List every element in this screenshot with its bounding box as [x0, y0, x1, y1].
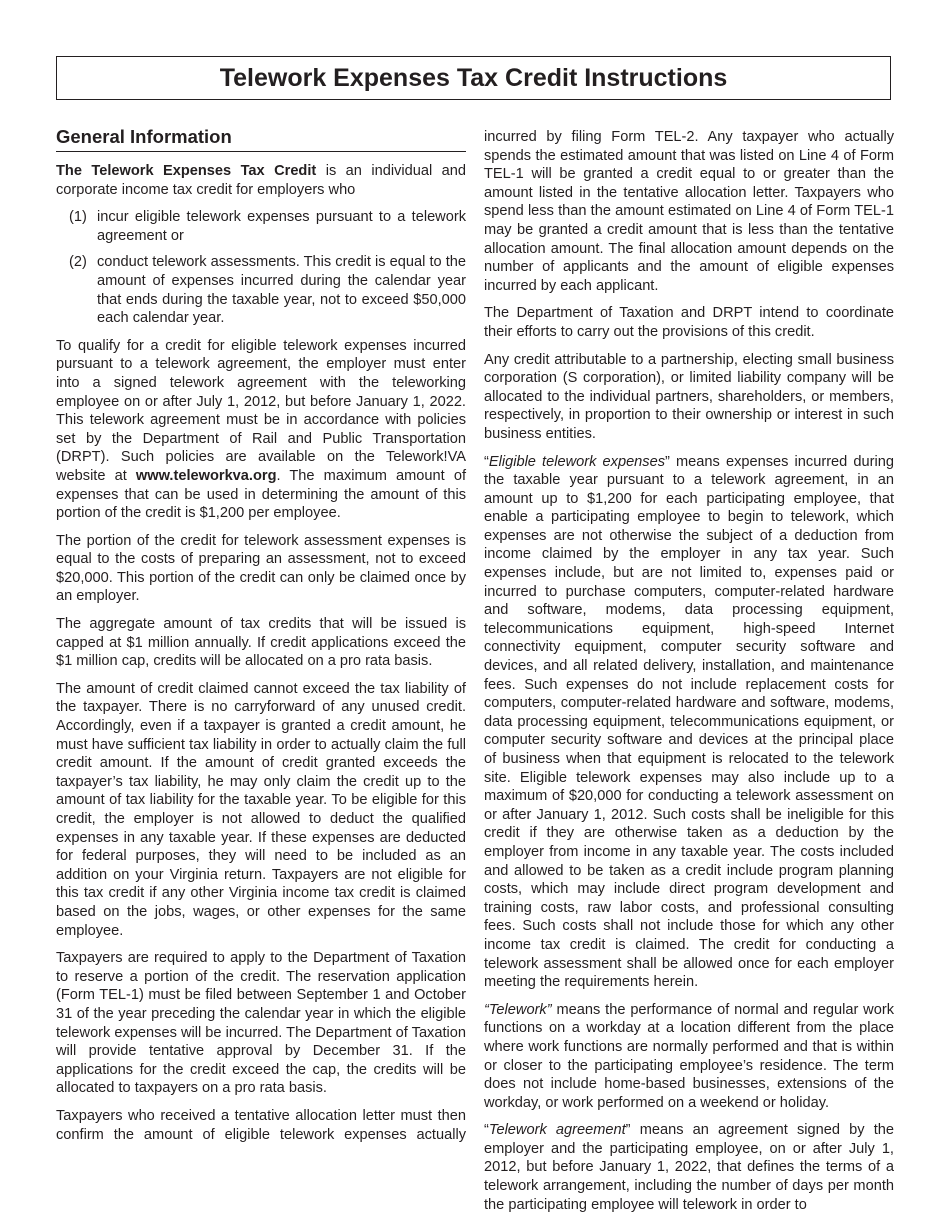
eligible-expenses-text: ” means expenses incurred during the taxable year pursuant to a telework agreement, in an amount up to $1,200 for each participating employee, that enable a participating employee to begin to telework, which expenses are not otherwise the subject of a deduction from income claimed by the employer in any tax year. Such expenses include, but are not limited to, expenses paid or incurred to purchase computers, computer-related hardware and software, modems, data processing equipment, telecommunications equipment, high-speed Internet connectivity equipment, computer security software and devices, and all related delivery, installation, and maintenance fees. Such expenses do not include replacement costs for computers, computer-related hardware and software, modems, data processing equipment, telecommunications equipment, or computer security software and devices at the principal place of business when that equipment is relocated to the telework site. Eligible telework expenses may also include up to a maximum of $20,000 for conducting a telework assessment on or after January 1, 2012. Such costs shall be ineligible for this credit if they are otherwise taken as a deduction by the employer from income in any taxable year. The costs included and allowed to be taken as a credit include program planning costs, which may include direct program development and training costs, raw labor costs, and professional consulting fees. Such costs shall not include those for which any other income tax credit is claimed. The credit for conducting a telework assessment shall be allowed once for each employer meeting the requirements herein. — [484, 453, 894, 991]
list-item — [56, 208, 466, 245]
list-text: incur eligible telework expenses pursuant to a telework agreement or — [97, 209, 466, 244]
page-title: Telework Expenses Tax Credit Instructions — [219, 63, 728, 92]
list-number: (1) — [69, 209, 87, 226]
qualify-text-after: . The maximum amount of expenses that can be used in determining the amount of this portion of the credit is $1,200 per employee. — [56, 467, 467, 522]
telework-term: “Telework” — [484, 1001, 552, 1018]
tentative-paragraph: Taxpayers who received a tentative allocation letter must then confirm the amount of eligible telework expenses actually — [56, 1107, 466, 1143]
qualify-paragraph — [56, 337, 466, 523]
partnership-paragraph: Any credit attributable to a partnership, electing small business corporation (S corporation), or limited liability company will be allocated to the individual partners, shareholders, or members, respectively, in proportion to their ownership or interest in such business entities. — [484, 351, 894, 442]
intro-text: is an individual and corporate income tax credit for employers who — [56, 163, 466, 198]
coordinate-paragraph: The Department of Taxation and DRPT intend to coordinate their efforts to carry out the provisions of this credit. — [484, 305, 894, 340]
telework-definition — [484, 1001, 894, 1113]
tentative-paragraph-continued: incurred by filing Form TEL-2. Any taxpayer who actually spends the estimated amount that was listed on Line 4 of Form TEL-1 will be granted a credit equal to or greater than the amount listed in the tentative allocation letter. Taxpayers who spend less than the amount estimated on Line 4 of Form TEL-1 may be granted a credit amount that is less than the tentative allocation amount. The final allocation amount depends on the number of applicants and the amount of eligible expenses incurred by each applicant. — [484, 129, 894, 294]
right-column — [484, 128, 894, 1223]
aggregate-paragraph: The aggregate amount of tax credits that will be issued is capped at $1 million annually. If credit applications exceed the $1 million cap, credits will be allocated on a pro rata basis. — [56, 616, 466, 670]
eligible-expenses-definition — [484, 453, 894, 992]
list-item — [56, 253, 466, 327]
intro-bold: The Telework Expenses Tax Credit — [56, 163, 317, 179]
qualify-text-before: To qualify for a credit for eligible telework expenses incurred pursuant to a telework agreement, the employer must enter into a signed telework agreement with the teleworking employee on or after July 1, 2012, but before January 1, 2022. This telework agreement must be in accordance with policies set by the Department of Rail and Public Transportation (DRPT). Such policies are available on the Telework!VA website at — [56, 337, 466, 484]
apply-paragraph: Taxpayers are required to apply to the Department of Taxation to reserve a portion of the credit. The reservation application (Form TEL-1) must be filed between September 1 and October 31 of the year preceding the calendar year in which the eligible telework expenses will be incurred. The Department of Taxation will provide tentative approval by December 31. If the applications for the credit exceed the cap, the credits will be allocated to taxpayers on a pro rata basis. — [56, 950, 466, 1097]
telework-agreement-term: Telework agreement — [488, 1122, 626, 1139]
telework-agreement-definition — [484, 1121, 894, 1214]
assessment-paragraph: The portion of the credit for telework assessment expenses is equal to the costs of preparing an assessment, not to exceed $20,000. This portion of the credit can only be claimed once by an employer. — [56, 532, 466, 605]
title-box — [56, 56, 891, 100]
telework-agreement-text: ” means an agreement signed by the employer and the participating employee, on or after July 1, 2012, but before January 1, 2022, that defines the terms of a telework arrangement, including the number of days per month the participating employee will telework in order to — [484, 1122, 894, 1213]
list-text: conduct telework assessments. This credit is equal to the amount of expenses incurred during the calendar year that ends during the taxable year, not to exceed $50,000 each calendar year. — [97, 254, 466, 327]
list-number: (2) — [69, 254, 87, 271]
section-heading-general: General Information — [56, 127, 466, 152]
telework-text: means the performance of normal and regular work functions on a workday at a location different from the place where work functions are normally performed and that is within or closer to the participating employee’s residence. The term does not include home-based businesses, extensions of the workday, or work performed on a weekend or holiday. — [484, 1001, 894, 1111]
quote-open: “ — [484, 453, 489, 470]
eligible-expenses-term: Eligible telework expenses — [488, 453, 666, 470]
quote-open: “ — [484, 1122, 489, 1139]
liability-paragraph: The amount of credit claimed cannot exceed the tax liability of the taxpayer. There is no carryforward of any unused credit. Accordingly, even if a taxpayer is granted a credit amount, he must have sufficient tax liability in order to actually claim the full credit amount. If the amount of credit granted exceeds the taxpayer’s tax liability, he may only claim the credit up to the amount of tax liability for the taxable year. To be eligible for this credit, the employer is not allowed to deduct the qualified expenses in any taxable year. If these expenses are deducted for federal purposes, they will need to be included as an addition on your Virginia return. Taxpayers are not eligible for this tax credit if any other Virginia income tax credit is claimed based on the jobs, wages, or other expenses for the same employee. — [56, 680, 466, 939]
left-column — [56, 127, 466, 1153]
website-link: www.teleworkva.org — [135, 467, 277, 484]
condition-list — [56, 208, 466, 328]
intro-paragraph — [56, 162, 466, 199]
